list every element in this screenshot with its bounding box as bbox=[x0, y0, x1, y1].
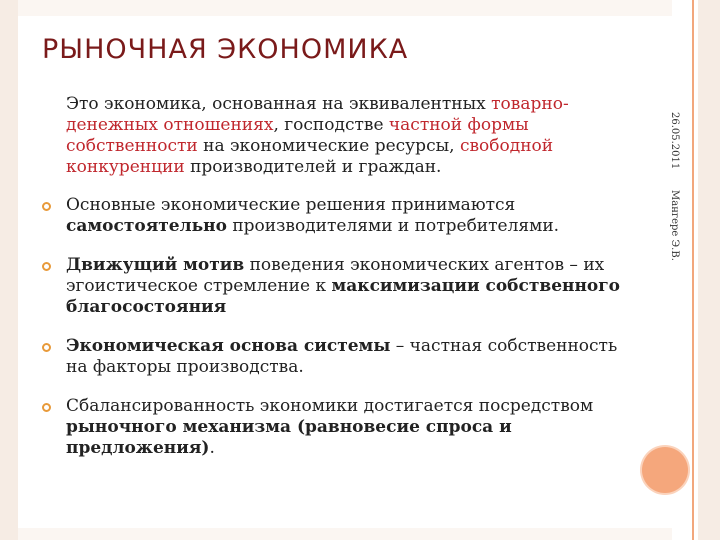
bullet-bold-text: самостоятельно bbox=[66, 216, 227, 236]
decor-circle bbox=[642, 447, 688, 493]
bottom-decor-strip bbox=[18, 528, 672, 540]
bullet-text: . bbox=[209, 438, 215, 458]
slide-author: Мангере Э.В. bbox=[669, 190, 680, 261]
bullet-item bbox=[40, 336, 620, 378]
bullet-circle-icon bbox=[42, 202, 51, 211]
top-decor-strip bbox=[18, 0, 672, 16]
bullet-circle-icon bbox=[42, 343, 51, 352]
bullet-bold-text: Экономическая основа системы bbox=[66, 336, 391, 356]
intro-text: на экономические ресурсы, bbox=[197, 136, 460, 156]
intro-highlight: частной формы собственности bbox=[66, 115, 529, 156]
right-decor-line bbox=[692, 0, 694, 540]
bullet-text: Сбалансированность экономики достигается посредством bbox=[66, 396, 594, 416]
intro-highlight: товарно-денежных отношениях bbox=[66, 94, 569, 135]
intro-text: Это экономика, основанная на эквивалентных bbox=[66, 94, 492, 114]
slide-content bbox=[40, 94, 620, 477]
bullet-text: поведения экономических агентов – их эгоистическое стремление к bbox=[66, 255, 605, 296]
intro-text: производителей и граждан. bbox=[184, 157, 442, 177]
intro-highlight: свободной конкуренции bbox=[66, 136, 554, 177]
bullet-text: производителями и потребителями. bbox=[226, 216, 560, 236]
slide-date: 26.05.2011 bbox=[669, 112, 680, 170]
bullet-text: – частная собственность на факторы производства. bbox=[66, 336, 618, 377]
bullet-bold-text: максимизации собственного благосостояния bbox=[66, 276, 620, 317]
intro-text: , господстве bbox=[273, 115, 389, 135]
slide-title: РЫНОЧНАЯ ЭКОНОМИКА bbox=[42, 34, 409, 65]
bullet-item bbox=[40, 396, 620, 459]
bullet-item bbox=[40, 195, 620, 237]
left-decor-bar bbox=[0, 0, 18, 540]
intro-paragraph bbox=[40, 94, 620, 178]
bullet-bold-text: рыночного механизма (равновесие спроса и предложения) bbox=[66, 417, 512, 458]
bullet-circle-icon bbox=[42, 403, 51, 412]
right-decor-bar bbox=[698, 0, 720, 540]
bullet-item bbox=[40, 255, 620, 318]
bullet-circle-icon bbox=[42, 262, 51, 271]
bullet-text: Основные экономические решения принимаются bbox=[66, 195, 516, 215]
bullet-bold-text: Движущий мотив bbox=[66, 255, 245, 275]
